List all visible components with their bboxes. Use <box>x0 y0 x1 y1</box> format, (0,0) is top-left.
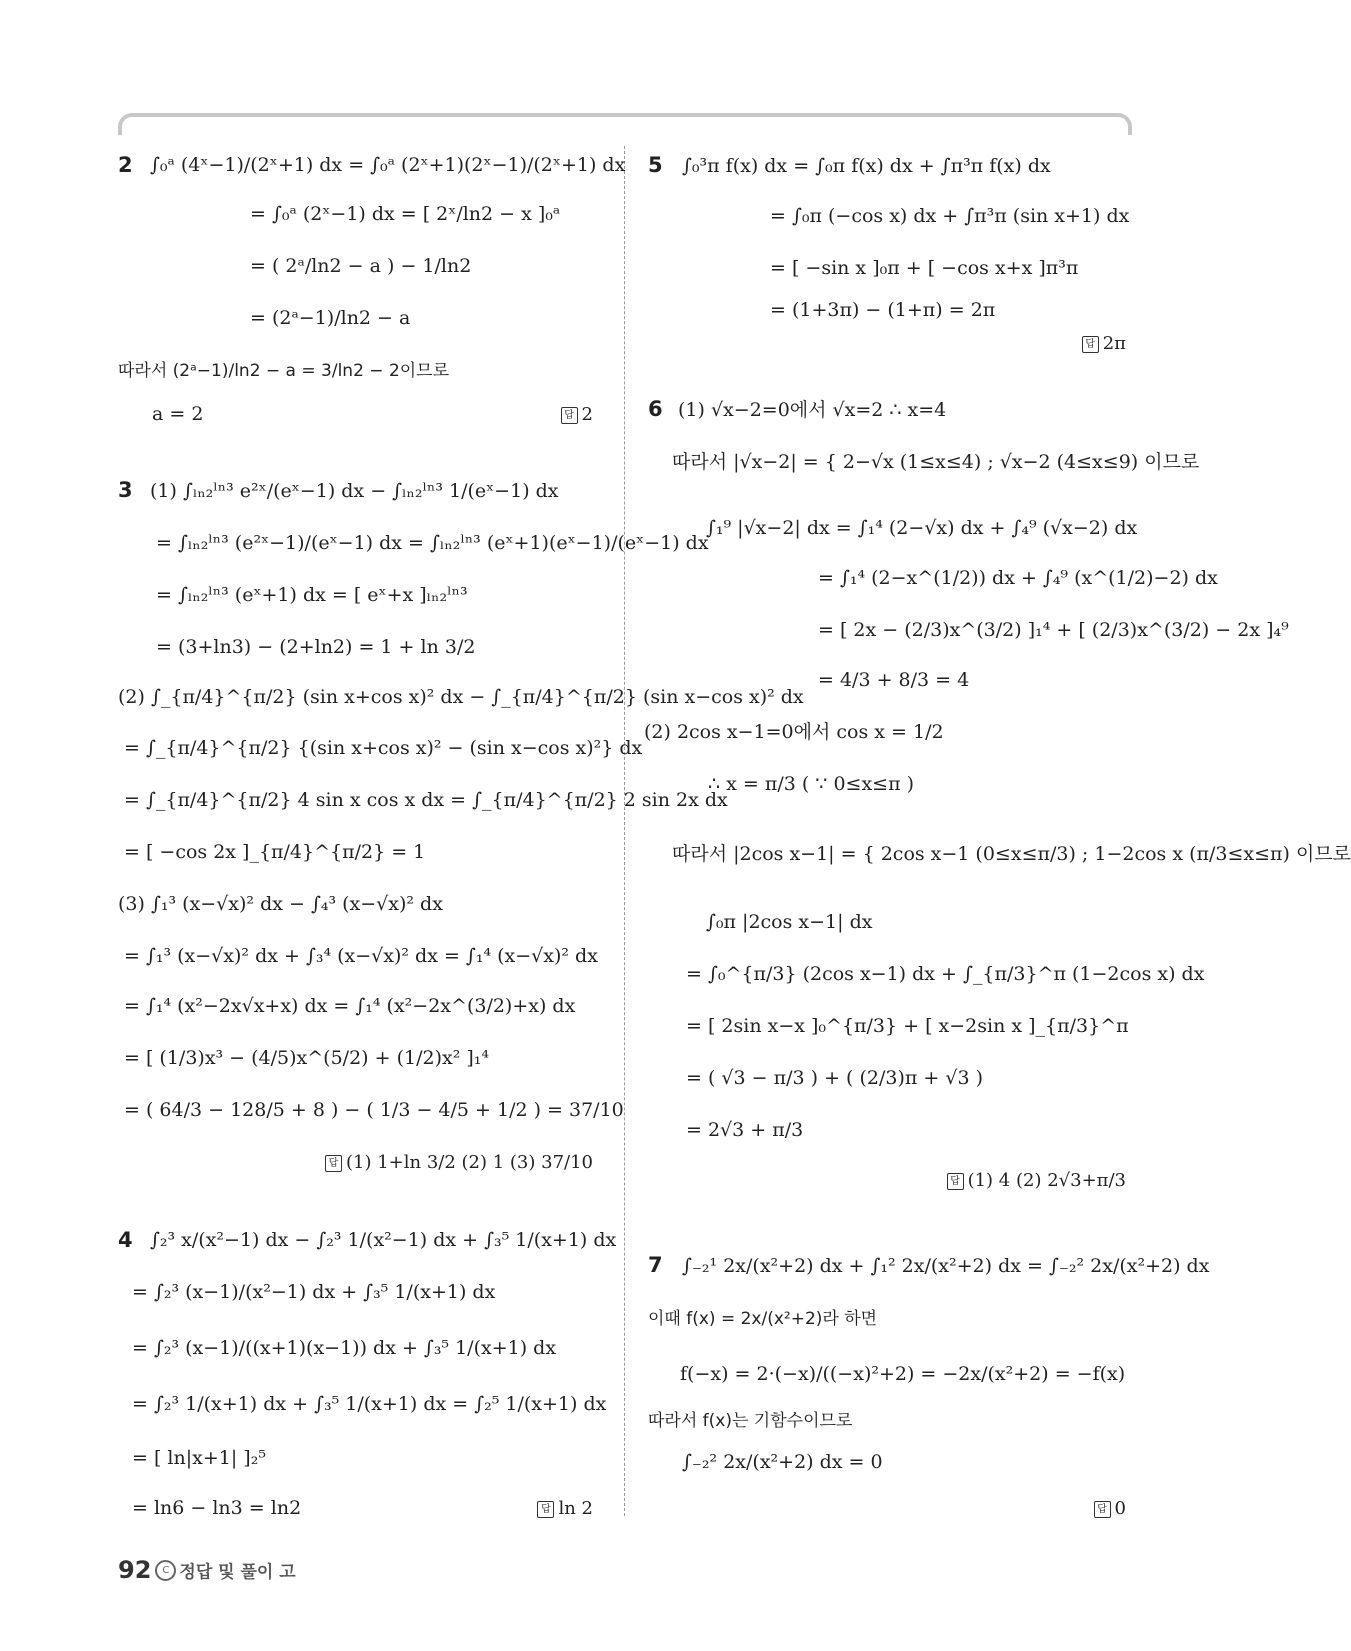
problem-3-line-8: = [ −cos 2x ]_{π/4}^{π/2} = 1 <box>124 841 426 863</box>
problem-6-line-6: = 4/3 + 8/3 = 4 <box>818 669 970 691</box>
problem-4-answer <box>537 1498 593 1519</box>
problem-7-line-3: f(−x) = 2·(−x)/((−x)²+2) = −2x/(x²+2) = −f(x) <box>680 1363 1126 1385</box>
problem-7-line-2: 이때 f(x) = 2x/(x²+2)라 하면 <box>648 1309 878 1329</box>
problem-2-line-4: = (2ᵃ−1)/ln2 − a <box>250 307 411 329</box>
problem-3-line-4: = (3+ln3) − (2+ln2) = 1 + ln 3/2 <box>156 636 476 658</box>
answer-icon: 답 <box>325 1155 342 1172</box>
problem-2-line-2: = ∫₀ᵃ (2ˣ−1) dx = [ 2ˣ/ln2 − x ]₀ᵃ <box>250 203 561 225</box>
problem-3-line-7: = ∫_{π/4}^{π/2} 4 sin x cos x dx = ∫_{π/4}^{π/2} 2 sin 2x dx <box>124 789 728 811</box>
problem-4-line-5: = [ ln|x+1| ]₂⁵ <box>132 1447 266 1469</box>
problem-5-line-1: ∫₀³π f(x) dx = ∫₀π f(x) dx + ∫π³π f(x) dx <box>682 155 1051 177</box>
problem-3-line-11: = ∫₁⁴ (x²−2x√x+x) dx = ∫₁⁴ (x²−2x^(3/2)+x) dx <box>124 995 576 1017</box>
problem-4-answer-value: ln 2 <box>558 1498 593 1519</box>
answer-icon: 답 <box>537 1501 554 1518</box>
problem-5-line-3: = [ −sin x ]₀π + [ −cos x+x ]π³π <box>770 257 1079 279</box>
problem-6-line-14: = 2√3 + π/3 <box>686 1119 804 1141</box>
problem-2-answer-value: 2 <box>581 404 593 425</box>
problem-7-line-1: ∫₋₂¹ 2x/(x²+2) dx + ∫₁² 2x/(x²+2) dx = ∫₋₂² 2x/(x²+2) dx <box>682 1255 1210 1277</box>
answer-icon: 답 <box>1082 336 1099 353</box>
problem-6-line-13: = ( √3 − π/3 ) + ( (2/3)π + √3 ) <box>686 1067 984 1089</box>
problem-2-number: 2 <box>118 153 133 177</box>
footer-circle-icon: C <box>155 1560 176 1581</box>
problem-4-line-6: = ln6 − ln3 = ln2 <box>132 1497 302 1519</box>
problem-3-number: 3 <box>118 478 133 502</box>
problem-2-line-3: = ( 2ᵃ/ln2 − a ) − 1/ln2 <box>250 255 472 277</box>
answer-icon: 답 <box>1094 1501 1111 1518</box>
problem-2-answer <box>561 404 593 425</box>
problem-3-line-10: = ∫₁³ (x−√x)² dx + ∫₃⁴ (x−√x)² dx = ∫₁⁴ (x−√x)² dx <box>124 945 598 967</box>
top-frame-border <box>118 113 1132 135</box>
answer-icon: 답 <box>561 407 578 424</box>
problem-7-number: 7 <box>648 1253 663 1277</box>
problem-6-line-9: 따라서 |2cos x−1| = { 2cos x−1 (0≤x≤π/3) ; 1−2cos x (π/3≤x≤π) 이므로 <box>672 843 1351 865</box>
problem-3-line-1: (1) ∫ₗₙ₂ˡⁿ³ e²ˣ/(eˣ−1) dx − ∫ₗₙ₂ˡⁿ³ 1/(eˣ−1) dx <box>150 480 559 502</box>
problem-3-answer-value: (1) 1+ln 3/2 (2) 1 (3) 37/10 <box>346 1152 593 1173</box>
problem-3-line-2: = ∫ₗₙ₂ˡⁿ³ (e²ˣ−1)/(eˣ−1) dx = ∫ₗₙ₂ˡⁿ³ (eˣ+1)(eˣ−1)/(eˣ−1) dx <box>156 532 709 554</box>
problem-4-line-4: = ∫₂³ 1/(x+1) dx + ∫₃⁵ 1/(x+1) dx = ∫₂⁵ 1/(x+1) dx <box>132 1393 607 1415</box>
problem-6-line-5: = [ 2x − (2/3)x^(3/2) ]₁⁴ + [ (2/3)x^(3/2) − 2x ]₄⁹ <box>818 619 1289 641</box>
problem-7-answer <box>1094 1498 1126 1519</box>
problem-7-answer-value: 0 <box>1114 1498 1126 1519</box>
problem-3-line-12: = [ (1/3)x³ − (4/5)x^(5/2) + (1/2)x² ]₁⁴ <box>124 1047 490 1069</box>
answer-icon: 답 <box>947 1173 964 1190</box>
problem-6-line-3: ∫₁⁹ |√x−2| dx = ∫₁⁴ (2−√x) dx + ∫₄⁹ (√x−2) dx <box>706 517 1138 539</box>
problem-2-line-1: ∫₀ᵃ (4ˣ−1)/(2ˣ+1) dx = ∫₀ᵃ (2ˣ+1)(2ˣ−1)/(2ˣ+1) dx <box>150 154 626 176</box>
problem-6-line-1: (1) √x−2=0에서 √x=2 ∴ x=4 <box>678 399 947 421</box>
problem-6-line-7: (2) 2cos x−1=0에서 cos x = 1/2 <box>644 721 944 743</box>
problem-6-line-4: = ∫₁⁴ (2−x^(1/2)) dx + ∫₄⁹ (x^(1/2)−2) dx <box>818 567 1218 589</box>
problem-4-line-1: ∫₂³ x/(x²−1) dx − ∫₂³ 1/(x²−1) dx + ∫₃⁵ 1/(x+1) dx <box>150 1229 617 1251</box>
problem-2-line-6: a = 2 <box>152 403 204 425</box>
problem-3-line-13: = ( 64/3 − 128/5 + 8 ) − ( 1/3 − 4/5 + 1/2 ) = 37/10 <box>124 1099 624 1121</box>
problem-4-number: 4 <box>118 1228 133 1252</box>
problem-6-answer <box>947 1170 1126 1191</box>
problem-6-answer-value: (1) 4 (2) 2√3+π/3 <box>967 1170 1126 1191</box>
problem-3-line-5: (2) ∫_{π/4}^{π/2} (sin x+cos x)² dx − ∫_{π/4}^{π/2} (sin x−cos x)² dx <box>118 686 804 708</box>
problem-6-number: 6 <box>648 397 663 421</box>
problem-3-answer <box>325 1152 593 1173</box>
problem-3-line-3: = ∫ₗₙ₂ˡⁿ³ (eˣ+1) dx = [ eˣ+x ]ₗₙ₂ˡⁿ³ <box>156 584 468 606</box>
page-footer <box>118 1556 296 1584</box>
column-divider <box>624 146 625 1516</box>
problem-6-line-11: = ∫₀^{π/3} (2cos x−1) dx + ∫_{π/3}^π (1−2cos x) dx <box>686 963 1205 985</box>
problem-7-line-4: 따라서 f(x)는 기함수이므로 <box>648 1411 853 1431</box>
problem-5-line-2: = ∫₀π (−cos x) dx + ∫π³π (sin x+1) dx <box>770 205 1130 227</box>
problem-4-line-2: = ∫₂³ (x−1)/(x²−1) dx + ∫₃⁵ 1/(x+1) dx <box>132 1281 496 1303</box>
problem-5-answer-value: 2π <box>1102 333 1126 354</box>
problem-2-line-5: 따라서 (2ᵃ−1)/ln2 − a = 3/ln2 − 2이므로 <box>118 361 450 381</box>
problem-6-line-12: = [ 2sin x−x ]₀^{π/3} + [ x−2sin x ]_{π/3}^π <box>686 1015 1129 1037</box>
problem-3-line-6: = ∫_{π/4}^{π/2} {(sin x+cos x)² − (sin x−cos x)²} dx <box>124 737 643 759</box>
problem-6-line-10: ∫₀π |2cos x−1| dx <box>706 911 873 933</box>
page-number: 92 <box>118 1556 152 1584</box>
problem-7-line-5: ∫₋₂² 2x/(x²+2) dx = 0 <box>682 1451 883 1473</box>
problem-6-line-8: ∴ x = π/3 ( ∵ 0≤x≤π ) <box>708 773 915 795</box>
problem-5-answer <box>1082 333 1126 354</box>
footer-title: 정답 및 풀이 고 <box>179 1562 296 1583</box>
problem-3-line-9: (3) ∫₁³ (x−√x)² dx − ∫₄³ (x−√x)² dx <box>118 893 443 915</box>
problem-5-line-4: = (1+3π) − (1+π) = 2π <box>770 299 996 321</box>
problem-4-line-3: = ∫₂³ (x−1)/((x+1)(x−1)) dx + ∫₃⁵ 1/(x+1) dx <box>132 1337 557 1359</box>
problem-5-number: 5 <box>648 153 663 177</box>
problem-6-line-2: 따라서 |√x−2| = { 2−√x (1≤x≤4) ; √x−2 (4≤x≤9) 이므로 <box>672 451 1200 473</box>
